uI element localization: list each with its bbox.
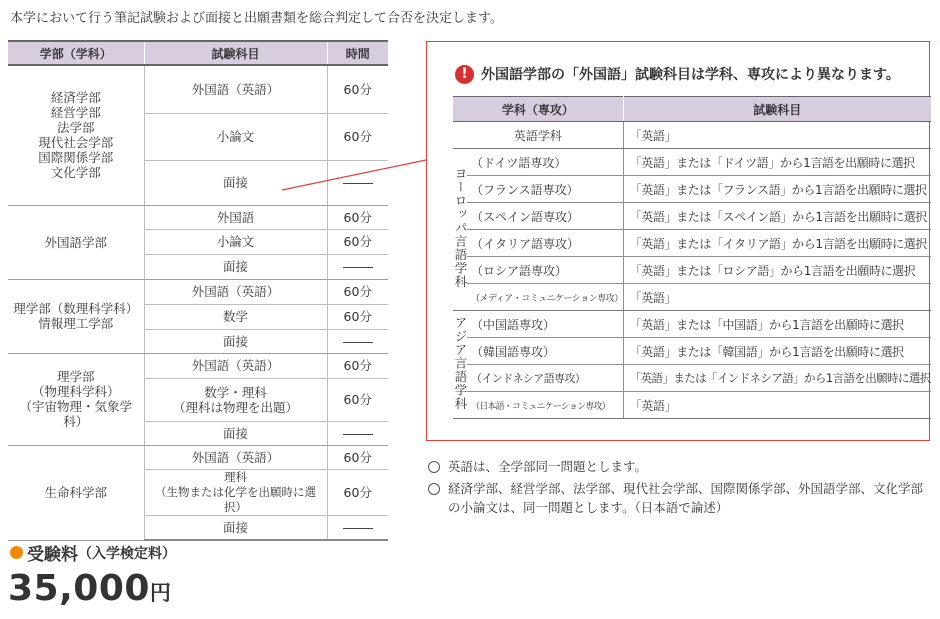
subject-cell: 「英語」または「スペイン語」から1言語を出願時に選択 [623, 203, 930, 230]
time-cell: 60分 [327, 304, 388, 329]
english-dept-cell: 英語学科 [453, 122, 623, 149]
table-row [453, 122, 931, 149]
major-cell: （フランス語専攻） [467, 176, 623, 203]
exam-subjects-table [8, 40, 388, 541]
subject-cell: 面接 [144, 160, 327, 205]
faculty-cell: 生命科学部 [8, 445, 144, 540]
table-row [453, 284, 931, 311]
subject-cell: 外国語（英語） [144, 279, 327, 304]
intro-text: 本学において行う筆記試験および面接と出願書類を総合判定して合否を決定します。 [10, 11, 503, 26]
time-cell: 60分 [327, 469, 388, 515]
subject-cell: 「英語」または「ロシア語」から1言語を出願時に選択 [623, 257, 930, 284]
orange-dot-icon [10, 546, 23, 559]
subject-cell: 面接 [144, 254, 327, 279]
faculty-cell: 経済学部 経営学部 法学部 現代社会学部 国際関係学部 文化学部 [8, 65, 144, 205]
time-cell: 60分 [327, 445, 388, 469]
time-cell [327, 515, 388, 540]
language-subject-table [453, 96, 931, 419]
subject-cell: 面接 [144, 329, 327, 353]
subject-cell: 外国語（英語） [144, 353, 327, 378]
notice-title [455, 64, 900, 84]
time-cell [327, 421, 388, 445]
major-cell: （日本語・コミュニケーション専攻） [467, 392, 623, 419]
subject-cell: 「英語」または「ドイツ語」から1言語を出願時に選択 [623, 149, 930, 176]
major-cell: （メディア・コミュニケーション専攻） [467, 284, 623, 311]
time-cell: 60分 [327, 279, 388, 304]
subject-cell: 小論文 [144, 113, 327, 160]
subject-cell: 面接 [144, 421, 327, 445]
lang-table-header [453, 97, 931, 122]
major-cell: （ロシア語専攻） [467, 257, 623, 284]
no-time-dash [343, 342, 373, 343]
no-time-dash [343, 528, 373, 529]
header-exam-subject: 試験科目 [623, 97, 930, 122]
table-row [453, 365, 931, 392]
subject-cell: 外国語（英語） [144, 445, 327, 469]
fee-subtitle: （入学検定料） [78, 545, 176, 562]
subject-cell: 数学・理科 （理科は物理を出題） [144, 378, 327, 421]
note-item [425, 457, 935, 476]
note-item [425, 479, 935, 517]
note-text: 英語は、全学部同一問題とします。 [448, 459, 648, 474]
time-cell: 60分 [327, 205, 388, 229]
europe-group-label: ヨーロッパ言語学科 [453, 167, 468, 289]
table-row [453, 149, 931, 176]
subject-cell: 外国語（英語） [144, 65, 327, 113]
table-row [453, 257, 931, 284]
no-time-dash [343, 434, 373, 435]
fee-amount-number: 35,000 [8, 568, 150, 609]
asia-group-cell [453, 311, 467, 419]
exam-table-header [8, 41, 388, 65]
table-row [453, 176, 931, 203]
table-row [453, 230, 931, 257]
notes-list [425, 457, 935, 520]
time-cell: 60分 [327, 65, 388, 113]
time-cell [327, 254, 388, 279]
fee-amount [8, 568, 171, 609]
header-subject: 試験科目 [144, 41, 327, 65]
fee-amount-unit: 円 [149, 581, 171, 605]
table-row [453, 203, 931, 230]
table-row [453, 338, 931, 365]
major-cell: （ドイツ語専攻） [467, 149, 623, 176]
time-cell: 60分 [327, 113, 388, 160]
faculty-cell: 理学部（数理科学科） 情報理工学部 [8, 279, 144, 353]
fee-title: 受験料 [27, 545, 78, 565]
subject-cell: 「英語」または「イタリア語」から1言語を出願時に選択 [623, 230, 930, 257]
header-faculty: 学部（学科） [8, 41, 144, 65]
header-time: 時間 [327, 41, 388, 65]
no-time-dash [343, 267, 373, 268]
major-cell: （中国語専攻） [467, 311, 623, 338]
major-cell: （イタリア語専攻） [467, 230, 623, 257]
major-cell: （インドネシア語専攻） [467, 365, 623, 392]
note-text: 経済学部、経営学部、法学部、現代社会学部、国際関係学部、外国語学部、文化学部の小論文は、同一問題とします。（日本語で論述） [448, 481, 924, 515]
subject-cell: 「英語」 [623, 284, 930, 311]
table-row [8, 445, 388, 469]
subject-cell: 外国語 [144, 205, 327, 229]
header-department: 学科（専攻） [453, 97, 623, 122]
subject-cell: 「英語」 [623, 392, 930, 419]
major-cell: （韓国語専攻） [467, 338, 623, 365]
table-row [453, 392, 931, 419]
notice-title-text: 外国語学部の「外国語」試験科目は学科、専攻により異なります。 [481, 67, 900, 83]
fee-heading [10, 540, 176, 565]
faculty-cell: 外国語学部 [8, 205, 144, 279]
no-time-dash [343, 183, 373, 184]
table-row [8, 279, 388, 304]
subject-cell: 「英語」または「インドネシア語」から1言語を出願時に選択 [623, 365, 930, 392]
asia-group-label: アジア言語学科 [453, 315, 468, 411]
time-cell [327, 329, 388, 353]
subject-cell: 「英語」または「中国語」から1言語を出願時に選択 [623, 311, 930, 338]
time-cell: 60分 [327, 229, 388, 254]
subject-cell: 数学 [144, 304, 327, 329]
english-dept-subject: 「英語」 [623, 122, 930, 149]
faculty-cell: 理学部 （物理科学科） （宇宙物理・気象学科） [8, 353, 144, 445]
foreign-language-notice-box [426, 41, 930, 441]
subject-cell: 理科 （生物または化学を出願時に選択） [144, 469, 327, 515]
subject-cell: 「英語」または「韓国語」から1言語を出願時に選択 [623, 338, 930, 365]
time-cell: 60分 [327, 353, 388, 378]
subject-cell: 面接 [144, 515, 327, 540]
table-row [8, 205, 388, 229]
alert-icon: ! [455, 65, 474, 84]
bullet-circle-icon [428, 461, 440, 473]
major-cell: （スペイン語専攻） [467, 203, 623, 230]
subject-cell: 小論文 [144, 229, 327, 254]
table-row [453, 311, 931, 338]
subject-cell: 「英語」または「フランス語」から1言語を出願時に選択 [623, 176, 930, 203]
time-cell [327, 160, 388, 205]
europe-group-cell [453, 149, 467, 311]
time-cell: 60分 [327, 378, 388, 421]
table-row [8, 65, 388, 113]
bullet-circle-icon [428, 483, 440, 495]
table-row [8, 353, 388, 378]
